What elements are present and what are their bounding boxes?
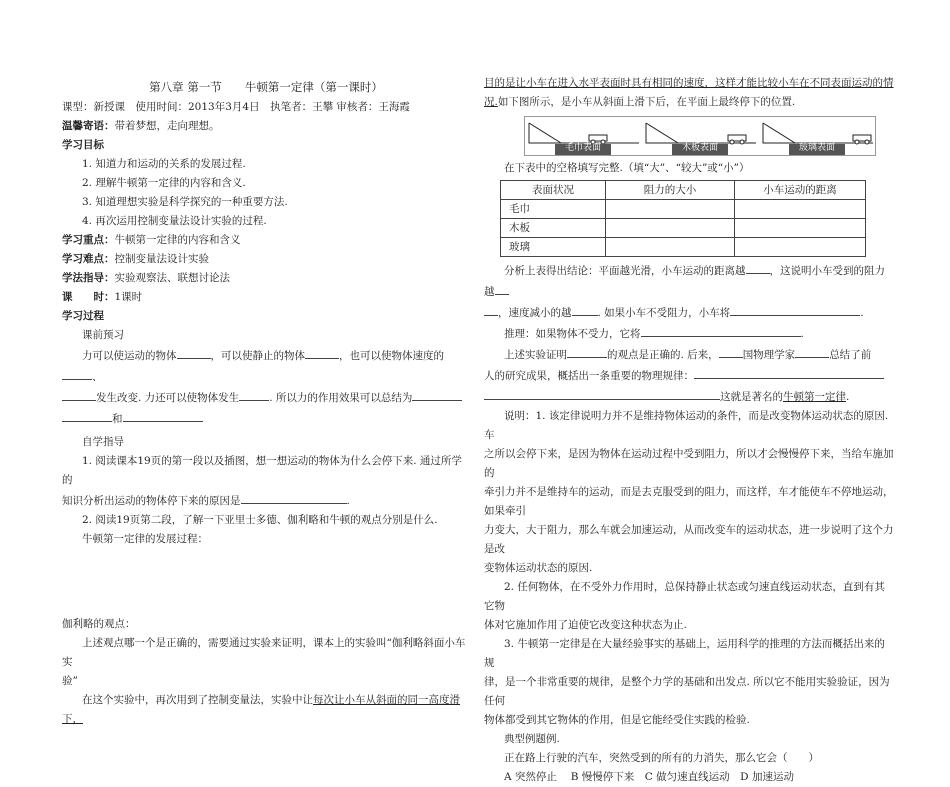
results-table (500, 180, 866, 257)
self-study-text: 知识分析出运动的物体停下来的原因是 (62, 495, 241, 507)
wood-panel (642, 117, 758, 155)
preview-text: 和 (112, 413, 123, 425)
experiment-text: 在这个实验中，再次用到了控制变量法，实验中让 (82, 694, 313, 706)
analysis-line-2: ，速度减小的越 . 如果小车不受阻力，小车将 . (484, 302, 894, 323)
row-surface: 毛巾 (501, 200, 606, 219)
analysis-text: ，这说明小车受到的阻力越 (484, 265, 885, 298)
reasoning-text: 推理：如果物体不受力，它将 (504, 328, 641, 340)
underlined-answer: 每次让小车从斜面的同一高度滑下， (62, 694, 460, 725)
answer-blank[interactable] (567, 344, 607, 358)
answer-blank[interactable] (412, 387, 462, 401)
answer-blank[interactable] (484, 386, 720, 400)
table-row (501, 238, 866, 257)
hours-label: 课 时： (62, 291, 115, 303)
conclusion-line-1 (484, 344, 894, 365)
conclusion-text: 上述实验证明 (504, 349, 567, 361)
underlined-answer: 况. (484, 96, 498, 108)
answer-blank[interactable] (795, 344, 829, 358)
answer-cell[interactable] (735, 219, 866, 238)
preview-text: 、 (92, 371, 103, 383)
preview-text: ，也可以使物体速度的 (339, 350, 444, 362)
law-development: 牛顿第一定律的发展过程： (82, 533, 208, 545)
answer-blank[interactable] (484, 302, 498, 316)
meta-line: 课型：新授课 使用时间：2013年3月4日 执笔者：王攀 审核者：王海霞 (62, 101, 410, 113)
note-3-cont: 物体都受到其它物体的作用，但是它能经受住实践的检验. (484, 714, 750, 726)
experiment-figure (524, 116, 876, 156)
conclusion-text: 这就是著名的 (720, 391, 783, 403)
glass-panel (759, 117, 875, 155)
table-header-row (501, 181, 866, 200)
preview-line-1 (62, 345, 470, 387)
analysis-text: . 如果小车不受阻力，小车将 (597, 307, 731, 319)
self-study-2: 2. 阅读19页第二段，了解一下亚里士多德、伽利略和牛顿的观点分别是什么. (82, 514, 438, 526)
example-heading: 典型例题例. (504, 733, 560, 745)
answer-cell[interactable] (735, 200, 866, 219)
answer-blank[interactable] (62, 387, 96, 401)
goals-heading: 学习目标 (62, 139, 104, 151)
answer-space[interactable] (62, 549, 470, 615)
glass-label: 玻璃表面 (799, 143, 836, 153)
experiment-line (62, 691, 470, 729)
method-text: 实验观察法、联想讨论法 (114, 272, 230, 284)
answer-blank[interactable] (62, 408, 112, 422)
preview-heading: 课前预习 (82, 329, 124, 341)
answer-blank[interactable] (177, 345, 211, 359)
header-surface: 表面状况 (501, 181, 606, 200)
right-column (484, 74, 894, 787)
answer-cell[interactable] (735, 238, 866, 257)
goal-item: 3. 知道理想实验是科学探究的一种重要方法. (82, 196, 288, 208)
hours-line (62, 288, 470, 307)
difficulty-text: 控制变量法设计实验 (114, 253, 209, 265)
left-column (62, 78, 470, 729)
note-1-cont: 牵引力并不是维持车的运动，而是去克服受到的阻力，而这样，车才能使车不停地运动，如果牵引 (484, 486, 894, 517)
header-resistance: 阻力的大小 (606, 181, 735, 200)
difficulty-line (62, 250, 470, 269)
preview-line-2 (62, 387, 470, 408)
hours-text: 1课时 (114, 291, 143, 303)
motto-line (62, 117, 470, 136)
motto-label: 温馨寄语： (62, 120, 115, 132)
reasoning-line: 推理：如果物体不受力，它将 . (484, 323, 894, 344)
process-heading: 学习过程 (62, 310, 104, 322)
conclusion-line-2 (484, 365, 894, 386)
answer-blank[interactable] (123, 408, 203, 422)
preview-text: 力可以使运动的物体 (82, 350, 177, 362)
preview-text: 发生改变. 力还可以使物体发生 (96, 392, 240, 404)
note-3: 3. 牛顿第一定律是在大量经验事实的基础上，运用科学的推理的方法而概括出来的规 (484, 638, 885, 669)
note-1-cont: 之所以会停下来，是因为物体在运动过程中受到阻力，所以才会慢慢停下来，当给车施加的 (484, 448, 894, 479)
note-3-cont: 律，是一个非常重要的规律，是整个力学的基础和出发点. 所以它不能用实验验证，因为任何 (484, 676, 890, 707)
conclusion-line-3: 这就是著名的牛顿第一定律. (484, 386, 894, 407)
answer-blank[interactable] (495, 281, 509, 295)
answer-blank[interactable] (305, 345, 339, 359)
table-intro: 在下表中的空格填写完整.（填“大”、“较大”或“小”） (504, 162, 750, 174)
answer-cell[interactable] (606, 238, 735, 257)
preview-line-3 (62, 408, 470, 429)
page-title: 第八章 第一节 牛顿第一定律（第一课时） (149, 80, 383, 94)
correct-view-b: 验” (62, 675, 78, 687)
answer-blank[interactable] (62, 366, 92, 380)
analysis-text: 分析上表得出结论：平面越光滑，小车运动的距离越 (504, 265, 746, 277)
answer-blank[interactable] (572, 302, 598, 316)
goal-item: 1. 知道力和运动的关系的发展过程. (82, 158, 246, 170)
self-study-1a: 1. 阅读课本19页的第一段以及插图，想一想运动的物体为什么会停下来. 通过所学的 (62, 455, 462, 486)
towel-panel (525, 117, 641, 155)
note-2: 2. 任何物体，在不受外力作用时，总保持静止状态或匀速直线运动状态，直到有其它物 (484, 581, 885, 612)
answer-cell[interactable] (606, 219, 735, 238)
note-2-cont: 体对它施加作用了迫使它改变这种状态为止. (484, 619, 687, 631)
key-text: 牛顿第一定律的内容和含义 (114, 234, 241, 246)
row-surface: 玻璃 (501, 238, 606, 257)
table-row (501, 200, 866, 219)
answer-blank[interactable] (694, 365, 884, 379)
method-line (62, 269, 470, 288)
conclusion-text: 人的研究成果，概括出一条重要的物理规律： (484, 370, 694, 382)
conclusion-text: 国物理学家 (742, 349, 796, 361)
goal-item: 4. 再次运用控制变量法设计实验的过程. (82, 215, 267, 227)
key-line (62, 231, 470, 250)
self-study-1b: 知识分析出运动的物体停下来的原因是 . (62, 490, 470, 511)
method-label: 学法指导： (62, 272, 115, 284)
key-label: 学习重点： (62, 234, 115, 246)
note-1: 说明：1. 该定律说明力并不是维持物体运动的条件，而是改变物体运动状态的原因. 车 (484, 410, 889, 441)
continued-line-b (484, 93, 894, 112)
difficulty-label: 学习难点： (62, 253, 115, 265)
question: 正在路上行驶的汽车，突然受到的所有的力消失，那么它会（ ） (504, 752, 819, 764)
correct-view-a: 上述观点哪一个是正确的，需要通过实验来证明，课本上的实验叫“伽利略斜面小车实 (62, 637, 466, 668)
answer-blank[interactable] (641, 323, 801, 337)
note-1-cont: 变物体运动状态的原因. (484, 562, 593, 574)
towel-label: 毛巾表面 (565, 143, 602, 153)
preview-text: . 所以力的作用效果可以总结为 (269, 392, 413, 404)
answer-blank[interactable] (239, 387, 269, 401)
self-study-heading: 自学指导 (82, 436, 124, 448)
header-distance: 小车运动的距离 (735, 181, 866, 200)
answer-blank[interactable] (746, 260, 770, 274)
table-row (501, 219, 866, 238)
answer-options[interactable]: A 突然停止 B 慢慢停下来 C 做匀速直线运动 D 加速运动 (504, 771, 794, 783)
answer-blank[interactable] (241, 490, 347, 504)
answer-blank[interactable] (730, 302, 860, 316)
continued-line-a: 目的是让小车在进入水平表面时具有相同的速度，这样才能比较小车在不同表面运动的情 (484, 77, 894, 89)
galileo-view: 伽利略的观点： (62, 618, 136, 630)
row-surface: 木板 (501, 219, 606, 238)
answer-blank[interactable] (719, 344, 743, 358)
law-name: 牛顿第一定律 (783, 391, 846, 403)
note-1-cont: 力变大，大于阻力，那么车就会加速运动，从而改变车的运动状态，进一步说明了这个力是改 (484, 524, 894, 555)
continued-text: 如下图所示，是小车从斜面上滑下后，在平面上最终停下的位置. (497, 96, 796, 108)
goal-item: 2. 理解牛顿第一定律的内容和含义. (82, 177, 246, 189)
motto-text: 带着梦想，走向理想。 (114, 120, 220, 132)
preview-text: ，可以使静止的物体 (210, 350, 305, 362)
conclusion-text: 总结了前 (829, 349, 872, 361)
wood-label: 木板表面 (682, 143, 719, 153)
answer-cell[interactable] (606, 200, 735, 219)
conclusion-text: 的观点是正确的. 后来， (607, 349, 719, 361)
analysis-text: ，速度减小的越 (498, 307, 572, 319)
analysis-line-1 (484, 260, 894, 302)
